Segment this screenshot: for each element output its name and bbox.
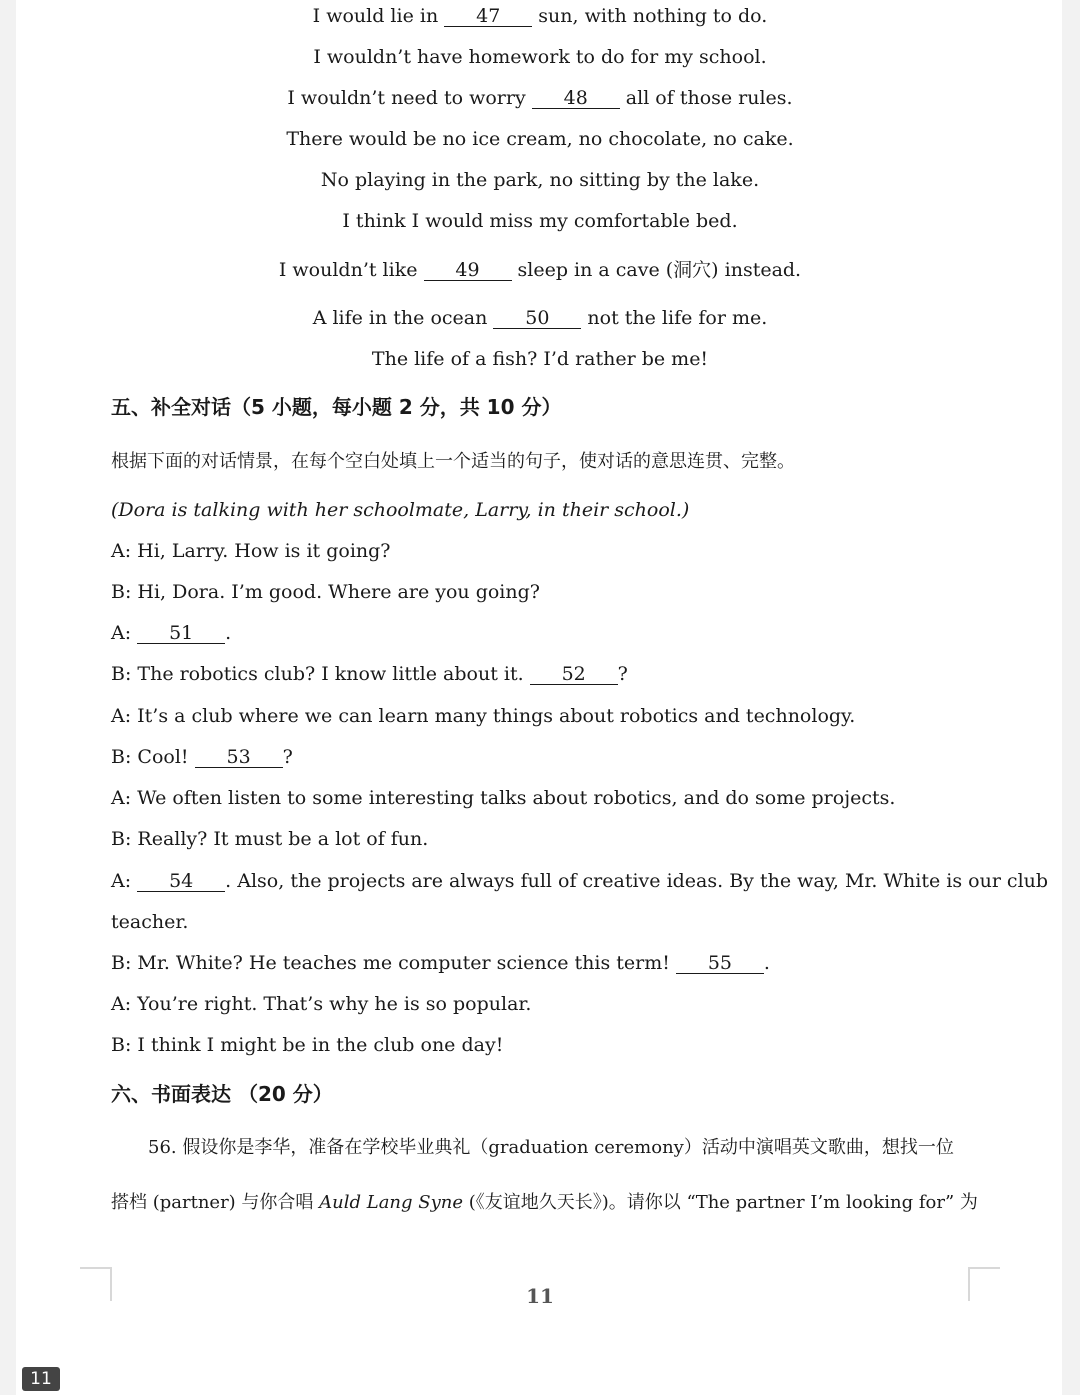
writing-prompt-line-1: 56. 假设你是李华，准备在学校毕业典礼（graduation ceremony）活动中演唱英文歌曲，想找一位 <box>148 1137 954 1158</box>
blank-51: 51 <box>137 623 225 644</box>
blank-52: 52 <box>530 664 618 685</box>
poem-line-1: I would lie in 47 sun, with nothing to do. <box>312 5 768 27</box>
dialogue-line-1: A: Hi, Larry. How is it going? <box>111 540 391 562</box>
poem-line-4: There would be no ice cream, no chocolate, no cake. <box>286 128 794 150</box>
dialogue-scene: (Dora is talking with her schoolmate, Larry, in their school.) <box>111 499 690 521</box>
blank-49: 49 <box>424 260 512 281</box>
dialogue-line-13: B: I think I might be in the club one day! <box>111 1034 504 1056</box>
poem-line-6: I think I would miss my comfortable bed. <box>342 210 738 232</box>
dialogue-line-3: A: 51 . <box>111 622 232 644</box>
blank-50: 50 <box>493 308 581 329</box>
song-title: Auld Lang Syne <box>319 1192 464 1213</box>
dialogue-line-6: B: Cool! 53 ? <box>111 746 293 768</box>
blank-53: 53 <box>195 747 283 768</box>
poem-line-9: The life of a fish? I’d rather be me! <box>371 348 709 370</box>
section5-heading: 五、补全对话（5 小题，每小题 2 分，共 10 分） <box>111 395 562 419</box>
writing-prompt-line-2: 搭档 (partner) 与你合唱 Auld Lang Syne (《友谊地久天长》)。请你以 “The partner I’m looking for” 为 <box>111 1192 978 1213</box>
page-indicator-badge[interactable]: 11 <box>22 1367 60 1391</box>
poem-line-8: A life in the ocean 50 not the life for me. <box>312 307 768 329</box>
dialogue-line-9: A: 54 . Also, the projects are always full of creative ideas. By the way, Mr. White is our club <box>111 870 1049 892</box>
dialogue-line-11: B: Mr. White? He teaches me computer science this term! 55 . <box>111 952 770 974</box>
blank-48: 48 <box>532 88 620 109</box>
section5-instruction: 根据下面的对话情景，在每个空白处填上一个适当的句子，使对话的意思连贯、完整。 <box>111 451 795 472</box>
dialogue-line-12: A: You’re right. That’s why he is so popular. <box>111 993 532 1015</box>
dialogue-line-2: B: Hi, Dora. I’m good. Where are you going? <box>111 581 540 603</box>
poem-line-5: No playing in the park, no sitting by the lake. <box>320 169 760 191</box>
poem-line-3: I wouldn’t need to worry 48 all of those rules. <box>287 87 793 109</box>
dialogue-line-4: B: The robotics club? I know little about it. 52 ? <box>111 663 628 685</box>
blank-47: 47 <box>444 6 532 27</box>
poem-line-7: I wouldn’t like 49 sleep in a cave (洞穴) instead. <box>278 259 802 281</box>
dialogue-line-8: B: Really? It must be a lot of fun. <box>111 828 429 850</box>
blank-54: 54 <box>137 871 225 892</box>
section6-heading: 六、书面表达 （20 分） <box>111 1082 333 1106</box>
poem-line-2: I wouldn’t have homework to do for my school. <box>313 46 767 68</box>
page-number: 11 <box>526 1284 554 1308</box>
dialogue-line-10: teacher. <box>111 911 189 933</box>
dialogue-line-7: A: We often listen to some interesting talks about robotics, and do some projects. <box>111 787 896 809</box>
dialogue-line-5: A: It’s a club where we can learn many things about robotics and technology. <box>111 705 856 727</box>
blank-55: 55 <box>676 953 764 974</box>
